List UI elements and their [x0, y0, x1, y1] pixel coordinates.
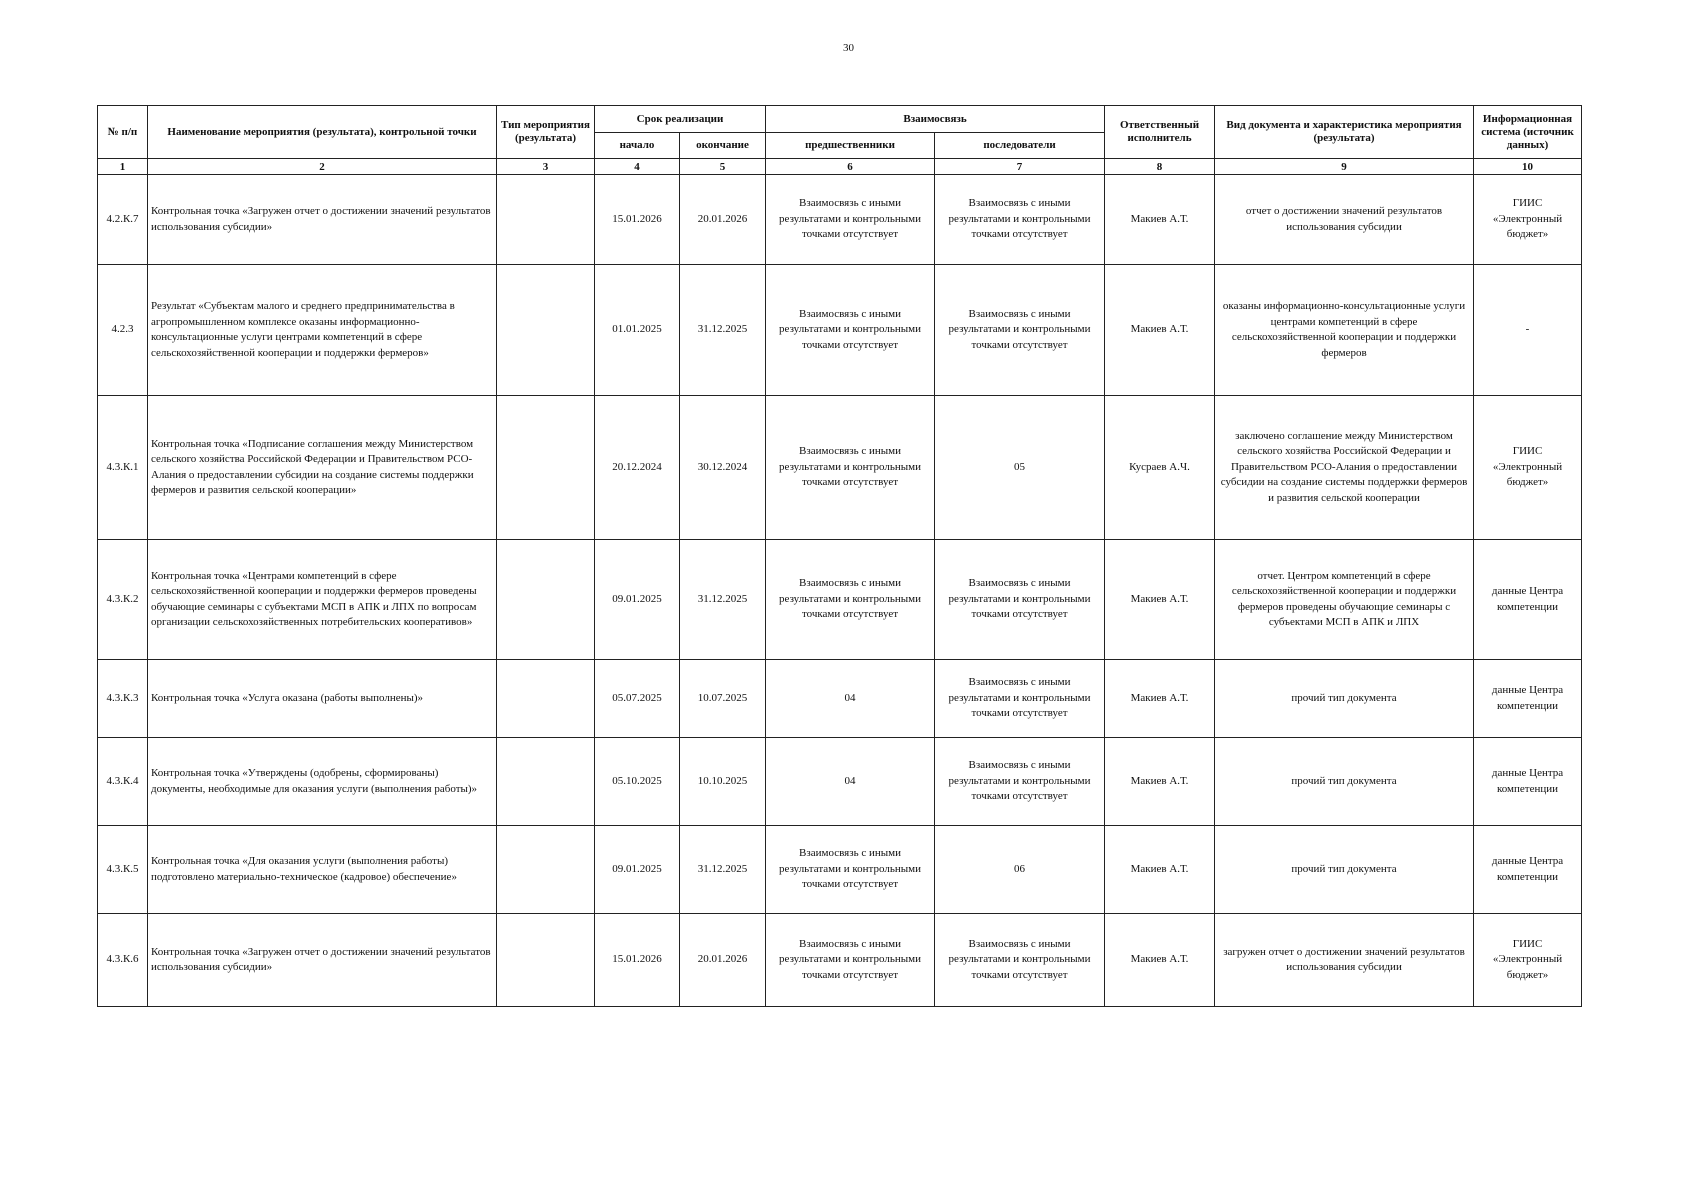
row-pred: 04 — [766, 738, 935, 826]
row-succ: Взаимосвязь с иными результатами и контрольными точками отсутствует — [935, 738, 1105, 826]
row-start: 09.01.2025 — [595, 540, 680, 660]
row-pred: Взаимосвязь с иными результатами и контрольными точками отсутствует — [766, 914, 935, 1007]
table-row — [98, 660, 1582, 738]
row-succ: Взаимосвязь с иными результатами и контрольными точками отсутствует — [935, 660, 1105, 738]
row-type — [497, 914, 595, 1007]
row-start: 05.07.2025 — [595, 660, 680, 738]
row-name: Контрольная точка «Подписание соглашения между Министерством сельского хозяйства Российской Федерации и Правительством РСО-Алания о предоставлении субсидии на создание системы поддержки фермеров и развития сельской кооперации» — [148, 396, 497, 540]
column-number: 3 — [497, 159, 595, 175]
row-info: данные Центра компетенции — [1474, 540, 1582, 660]
header-num: № п/п — [98, 106, 148, 159]
row-type — [497, 738, 595, 826]
row-succ: Взаимосвязь с иными результатами и контрольными точками отсутствует — [935, 175, 1105, 265]
row-start: 15.01.2026 — [595, 914, 680, 1007]
row-start: 01.01.2025 — [595, 265, 680, 396]
row-pred: Взаимосвязь с иными результатами и контрольными точками отсутствует — [766, 826, 935, 914]
row-info: данные Центра компетенции — [1474, 738, 1582, 826]
column-number: 7 — [935, 159, 1105, 175]
row-start: 20.12.2024 — [595, 396, 680, 540]
table-row — [98, 738, 1582, 826]
row-num: 4.2.К.7 — [98, 175, 148, 265]
header-doc: Вид документа и характеристика мероприятия (результата) — [1215, 106, 1474, 159]
row-start: 05.10.2025 — [595, 738, 680, 826]
row-num: 4.2.3 — [98, 265, 148, 396]
column-number: 4 — [595, 159, 680, 175]
row-end: 31.12.2025 — [680, 826, 766, 914]
header-period: Срок реализации — [595, 106, 766, 133]
row-info: ГИИС «Электронный бюджет» — [1474, 396, 1582, 540]
row-type — [497, 175, 595, 265]
column-number: 1 — [98, 159, 148, 175]
row-pred: 04 — [766, 660, 935, 738]
row-info: ГИИС «Электронный бюджет» — [1474, 175, 1582, 265]
header-start: начало — [595, 133, 680, 159]
column-number: 10 — [1474, 159, 1582, 175]
column-number: 5 — [680, 159, 766, 175]
table-row — [98, 540, 1582, 660]
header-end: окончание — [680, 133, 766, 159]
header-link: Взаимосвязь — [766, 106, 1105, 133]
row-doc: загружен отчет о достижении значений результатов использования субсидии — [1215, 914, 1474, 1007]
row-type — [497, 660, 595, 738]
row-end: 10.10.2025 — [680, 738, 766, 826]
row-end: 20.01.2026 — [680, 914, 766, 1007]
row-pred: Взаимосвязь с иными результатами и контрольными точками отсутствует — [766, 265, 935, 396]
row-succ: Взаимосвязь с иными результатами и контрольными точками отсутствует — [935, 540, 1105, 660]
row-info: данные Центра компетенции — [1474, 826, 1582, 914]
row-name: Контрольная точка «Загружен отчет о достижении значений результатов использования субсидии» — [148, 914, 497, 1007]
header-succ: последователи — [935, 133, 1105, 159]
row-resp: Макиев А.Т. — [1105, 175, 1215, 265]
row-info: ГИИС «Электронный бюджет» — [1474, 914, 1582, 1007]
row-doc: прочий тип документа — [1215, 826, 1474, 914]
header-resp: Ответственный исполнитель — [1105, 106, 1215, 159]
row-name: Контрольная точка «Утверждены (одобрены, сформированы) документы, необходимые для оказания услуги (выполнения работы)» — [148, 738, 497, 826]
row-doc: отчет о достижении значений результатов использования субсидии — [1215, 175, 1474, 265]
row-name: Контрольная точка «Услуга оказана (работы выполнены)» — [148, 660, 497, 738]
row-end: 30.12.2024 — [680, 396, 766, 540]
row-resp: Макиев А.Т. — [1105, 265, 1215, 396]
row-num: 4.3.К.2 — [98, 540, 148, 660]
row-end: 10.07.2025 — [680, 660, 766, 738]
header-pred: предшественники — [766, 133, 935, 159]
row-succ: Взаимосвязь с иными результатами и контрольными точками отсутствует — [935, 265, 1105, 396]
row-num: 4.3.К.3 — [98, 660, 148, 738]
row-succ: Взаимосвязь с иными результатами и контрольными точками отсутствует — [935, 914, 1105, 1007]
row-type — [497, 396, 595, 540]
header-name: Наименование мероприятия (результата), контрольной точки — [148, 106, 497, 159]
row-resp: Макиев А.Т. — [1105, 660, 1215, 738]
row-name: Результат «Субъектам малого и среднего предпринимательства в агропромышленном комплексе оказаны информационно-консультационные услуги центрами компетенций в сфере сельскохозяйственной кооперации и поддержки фермеров» — [148, 265, 497, 396]
row-num: 4.3.К.5 — [98, 826, 148, 914]
page-number: 30 — [843, 42, 854, 54]
row-type — [497, 265, 595, 396]
table-row — [98, 826, 1582, 914]
row-succ: 06 — [935, 826, 1105, 914]
row-end: 20.01.2026 — [680, 175, 766, 265]
row-doc: прочий тип документа — [1215, 738, 1474, 826]
row-resp: Макиев А.Т. — [1105, 914, 1215, 1007]
column-number: 8 — [1105, 159, 1215, 175]
row-name: Контрольная точка «Загружен отчет о достижении значений результатов использования субсидии» — [148, 175, 497, 265]
header-type: Тип мероприятия (результата) — [497, 106, 595, 159]
row-start: 09.01.2025 — [595, 826, 680, 914]
row-doc: заключено соглашение между Министерством сельского хозяйства Российской Федерации и Правительством РСО-Алания о предоставлении субсидии на создание системы поддержки фермеров и развития сельской кооперации — [1215, 396, 1474, 540]
table-row — [98, 914, 1582, 1007]
column-number: 2 — [148, 159, 497, 175]
table-row — [98, 175, 1582, 265]
row-name: Контрольная точка «Для оказания услуги (выполнения работы) подготовлено материально-техническое (кадровое) обеспечение» — [148, 826, 497, 914]
row-resp: Макиев А.Т. — [1105, 738, 1215, 826]
row-num: 4.3.К.1 — [98, 396, 148, 540]
row-pred: Взаимосвязь с иными результатами и контрольными точками отсутствует — [766, 175, 935, 265]
row-doc: оказаны информационно-консультационные услуги центрами компетенций в сфере сельскохозяйственной кооперации и поддержки фермеров — [1215, 265, 1474, 396]
row-resp: Макиев А.Т. — [1105, 540, 1215, 660]
plan-table — [97, 105, 1582, 1007]
row-info: - — [1474, 265, 1582, 396]
row-num: 4.3.К.4 — [98, 738, 148, 826]
row-pred: Взаимосвязь с иными результатами и контрольными точками отсутствует — [766, 540, 935, 660]
row-type — [497, 826, 595, 914]
column-number: 9 — [1215, 159, 1474, 175]
row-info: данные Центра компетенции — [1474, 660, 1582, 738]
row-end: 31.12.2025 — [680, 265, 766, 396]
row-name: Контрольная точка «Центрами компетенций в сфере сельскохозяйственной кооперации и поддержки фермеров проведены обучающие семинары с субъектами МСП в АПК и ЛПХ по вопросам организации сельскохозяйственных потребительских кооперативов» — [148, 540, 497, 660]
row-start: 15.01.2026 — [595, 175, 680, 265]
row-doc: отчет. Центром компетенций в сфере сельскохозяйственной кооперации и поддержки фермеров проведены обучающие семинары с субъектами МСП в АПК и ЛПХ — [1215, 540, 1474, 660]
column-number: 6 — [766, 159, 935, 175]
row-resp: Кусраев А.Ч. — [1105, 396, 1215, 540]
table-row — [98, 396, 1582, 540]
table-row — [98, 265, 1582, 396]
row-resp: Макиев А.Т. — [1105, 826, 1215, 914]
row-pred: Взаимосвязь с иными результатами и контрольными точками отсутствует — [766, 396, 935, 540]
header-info: Информационная система (источник данных) — [1474, 106, 1582, 159]
row-succ: 05 — [935, 396, 1105, 540]
row-doc: прочий тип документа — [1215, 660, 1474, 738]
row-num: 4.3.К.6 — [98, 914, 148, 1007]
row-end: 31.12.2025 — [680, 540, 766, 660]
row-type — [497, 540, 595, 660]
